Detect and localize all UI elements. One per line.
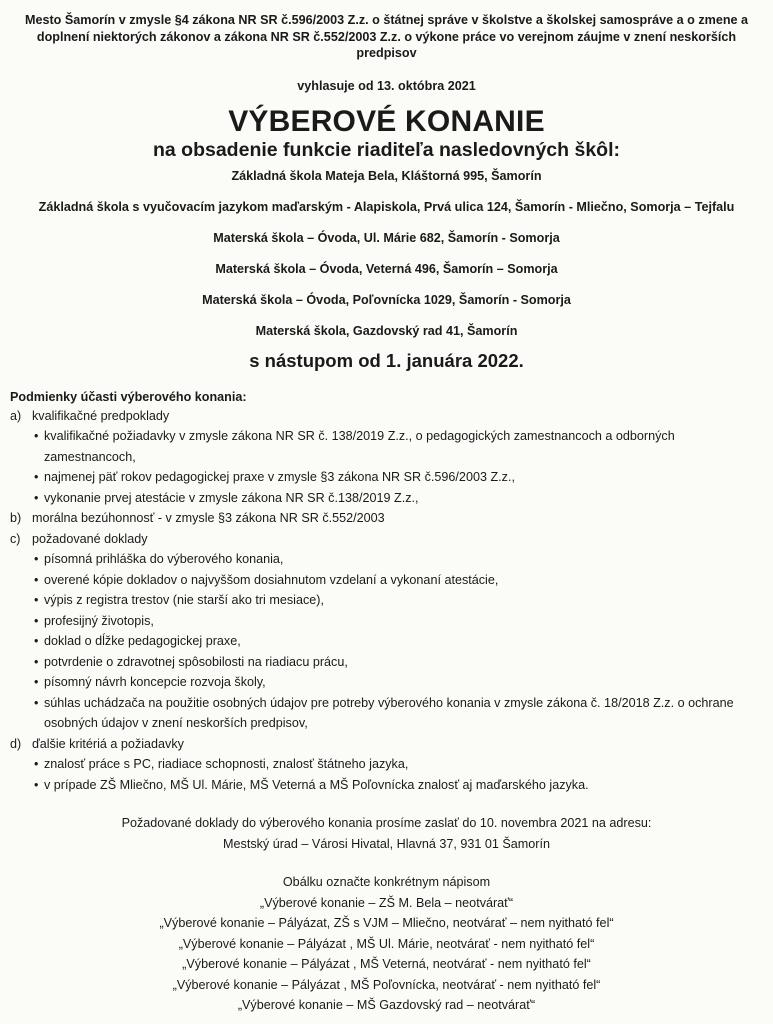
school-item: Materská škola – Óvoda, Poľovnícka 1029, Šamorín - Somorja bbox=[202, 292, 571, 307]
list-item: • potvrdenie o zdravotnej spôsobilosti na riadiacu prácu, bbox=[34, 654, 348, 669]
envelope-label: „Výberové konanie – Pályázat , MŠ Poľovnícka, neotvárať - nem nyitható fel“ bbox=[172, 977, 601, 992]
envelope-label: „Výberové konanie – MŠ Gazdovský rad – neotvárať“ bbox=[237, 998, 536, 1012]
list-item: • súhlas uchádzača na použitie osobných údajov pre potreby výberového konania v zmysle zákona č. 18/2018 Z.z. o ochrane osobných údajov v znení neskorších predpisov, bbox=[34, 695, 734, 730]
document-title: VÝBEROVÉ KONANIE bbox=[228, 104, 545, 138]
section-label: d) bbox=[10, 736, 22, 751]
school-item: Materská škola – Óvoda, Veterná 496, Šamorín – Somorja bbox=[215, 261, 558, 276]
envelope-label: „Výberové konanie – ZŠ M. Bela – neotvárať“ bbox=[259, 895, 514, 910]
submission-address: Mestský úrad – Városi Hivatal, Hlavná 37, 931 01 Šamorín bbox=[223, 836, 550, 851]
school-item: Materská škola – Óvoda, Ul. Márie 682, Šamorín - Somorja bbox=[213, 230, 560, 245]
submission-info bbox=[10, 813, 763, 854]
list-item: • písomný návrh koncepcie rozvoja školy, bbox=[34, 675, 266, 689]
section-title: požadované doklady bbox=[32, 531, 148, 546]
envelope-label: „Výberové konanie – Pályázat , MŠ Veterná, neotvárať - nem nyitható fel“ bbox=[182, 957, 591, 971]
conditions-section-d bbox=[10, 734, 763, 796]
list-item: • profesijný životopis, bbox=[34, 613, 154, 628]
list-item: • v prípade ZŠ Mliečno, MŠ Ul. Márie, MŠ Veterná a MŠ Poľovnícka znalosť aj maďarského jazyka. bbox=[34, 777, 589, 792]
list-item: • výpis z registra trestov (nie starší ako tri mesiace), bbox=[34, 593, 324, 607]
envelope-label: „Výberové konanie – Pályázat , MŠ Ul. Márie, neotvárať - nem nyitható fel“ bbox=[178, 936, 595, 951]
section-label: c) bbox=[10, 531, 21, 546]
conditions-section-a bbox=[10, 406, 763, 509]
section-title: kvalifikačné predpoklady bbox=[32, 408, 170, 423]
conditions-section-c bbox=[10, 529, 763, 734]
submission-line: Požadované doklady do výberového konania prosíme zaslať do 10. novembra 2021 na adresu: bbox=[121, 816, 652, 830]
envelope-label: „Výberové konanie – Pályázat, ZŠ s VJM – Mliečno, neotvárať – nem nyitható fel“ bbox=[159, 916, 614, 930]
list-item: • znalosť práce s PC, riadiace schopnosti, znalosť štátneho jazyka, bbox=[34, 757, 409, 771]
list-item: • kvalifikačné požiadavky v zmysle zákona NR SR č. 138/2019 Z.z., o pedagogických zamestnancoch a odborných zamestnancoch, bbox=[34, 429, 675, 464]
start-date: s nástupom od 1. januára 2022. bbox=[249, 349, 524, 371]
school-item: Základná škola s vyučovacím jazykom maďarským - Alapiskola, Prvá ulica 124, Šamorín - Mliečno, Somorja – Tejfalu bbox=[38, 199, 735, 214]
document-subtitle: na obsadenie funkcie riaditeľa nasledovných škôl: bbox=[153, 138, 620, 161]
list-item: • písomná prihláška do výberového konania, bbox=[34, 552, 284, 566]
envelope-heading: Obálku označte konkrétnym nápisom bbox=[282, 875, 491, 889]
section-title: ďalšie kritériá a požiadavky bbox=[32, 736, 184, 751]
list-item: • najmenej päť rokov pedagogickej praxe v zmysle §3 zákona NR SR č.596/2003 Z.z., bbox=[34, 470, 515, 484]
section-label: a) bbox=[10, 408, 22, 423]
section-title: morálna bezúhonnosť - v zmysle §3 zákona NR SR č.552/2003 bbox=[32, 511, 385, 525]
school-list bbox=[10, 168, 763, 339]
announcement-date: vyhlasuje od 13. októbra 2021 bbox=[297, 78, 476, 93]
envelope-instructions bbox=[10, 872, 763, 1016]
section-label: b) bbox=[10, 511, 22, 525]
school-item: Základná škola Mateja Bela, Kláštorná 995, Šamorín bbox=[231, 168, 542, 183]
list-item: • vykonanie prvej atestácie v zmysle zákona NR SR č.138/2019 Z.z., bbox=[34, 490, 419, 505]
conditions-section-b bbox=[10, 508, 763, 529]
conditions-heading: Podmienky účasti výberového konania: bbox=[10, 389, 247, 404]
intro-paragraph: Mesto Šamorín v zmysle §4 zákona NR SR č.596/2003 Z.z. o štátnej správe v školstve a školskej samospráve a o zmene a doplnení niektorých zákonov a zákona NR SR č.552/2003 Z.z. o výkone práce vo verejnom záujme v znení neskorších predpisov bbox=[24, 13, 749, 60]
school-item: Materská škola, Gazdovský rad 41, Šamorín bbox=[255, 323, 518, 338]
list-item: • overené kópie dokladov o najvyššom dosiahnutom vzdelaní a vykonaní atestácie, bbox=[34, 572, 499, 587]
list-item: • doklad o dĺžke pedagogickej praxe, bbox=[34, 634, 241, 648]
